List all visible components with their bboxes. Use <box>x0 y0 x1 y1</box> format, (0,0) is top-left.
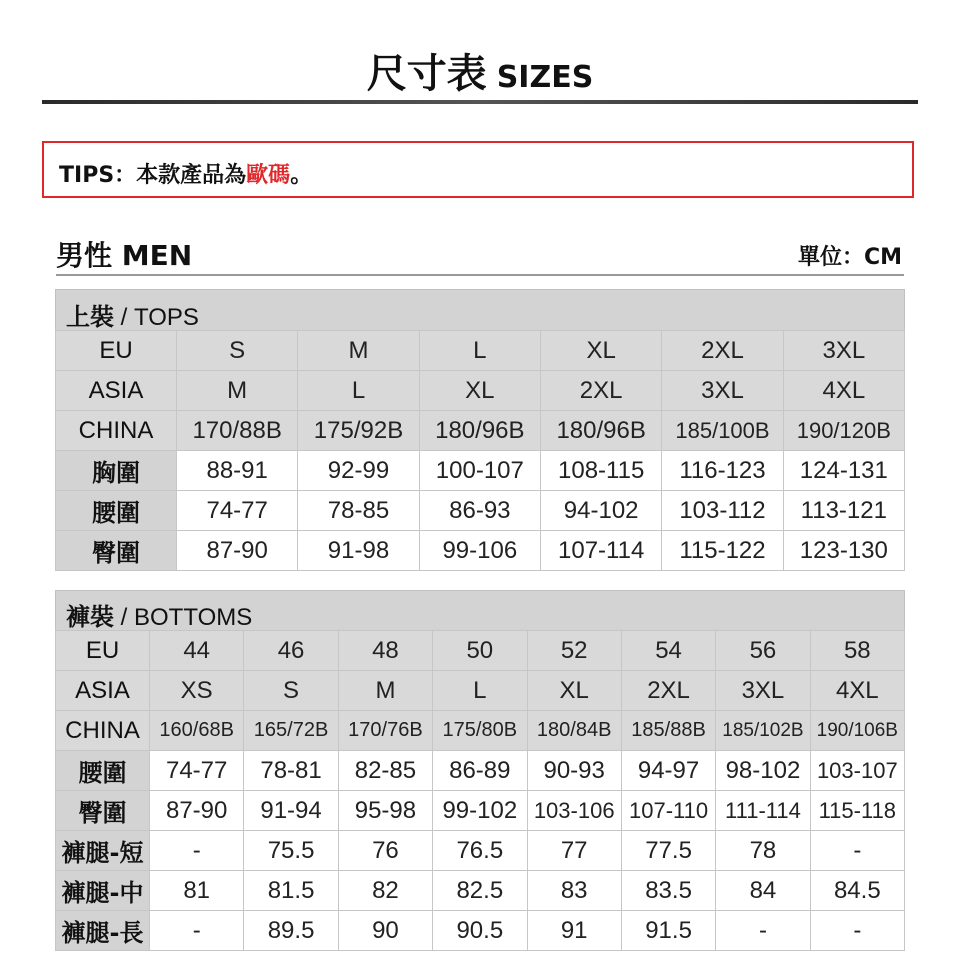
tops-label-zh: 上裝 <box>66 303 114 331</box>
tops-label-en: / TOPS <box>114 304 199 331</box>
bottoms-label <box>66 597 252 632</box>
bottoms-cell: 180/84B <box>527 711 621 751</box>
tips-prefix: TIPS：本款產品為 <box>59 163 247 188</box>
bottoms-cell: 3XL <box>716 671 810 711</box>
bottoms-row-label: 褲腿-短 <box>56 831 150 871</box>
bottoms-cell: 185/88B <box>621 711 715 751</box>
bottoms-cell: 107-110 <box>621 791 715 831</box>
tops-label <box>66 297 199 332</box>
tops-cell: 115-122 <box>662 531 783 571</box>
bottoms-cell: 76.5 <box>433 831 527 871</box>
tops-cell: 175/92B <box>298 411 419 451</box>
tops-cell: 103-112 <box>662 491 783 531</box>
bottoms-cell: 50 <box>433 631 527 671</box>
tops-cell: M <box>177 371 298 411</box>
bottoms-cell: 78 <box>716 831 810 871</box>
bottoms-cell: 76 <box>338 831 432 871</box>
bottoms-header <box>55 590 905 631</box>
bottoms-label-zh: 褲裝 <box>66 603 114 631</box>
bottoms-cell: 78-81 <box>244 751 338 791</box>
tops-row-label: ASIA <box>56 371 177 411</box>
bottoms-cell: 86-89 <box>433 751 527 791</box>
bottoms-row-label: 腰圍 <box>56 751 150 791</box>
bottoms-cell: 48 <box>338 631 432 671</box>
bottoms-cell: 83 <box>527 871 621 911</box>
title-chinese: 尺寸表 <box>366 51 487 97</box>
tops-row <box>56 371 905 411</box>
tops-cell: L <box>298 371 419 411</box>
tops-cell: 78-85 <box>298 491 419 531</box>
tops-cell: 86-93 <box>419 491 540 531</box>
tips-box <box>42 141 914 198</box>
tops-size-table <box>55 330 905 571</box>
bottoms-cell: 4XL <box>810 671 904 711</box>
bottoms-cell: 83.5 <box>621 871 715 911</box>
tops-cell: 108-115 <box>540 451 661 491</box>
bottoms-row-label: 臀圍 <box>56 791 150 831</box>
bottoms-row-label: 褲腿-中 <box>56 871 150 911</box>
bottoms-size-table <box>55 630 905 951</box>
title-divider <box>42 100 918 104</box>
bottoms-cell: - <box>150 831 244 871</box>
bottoms-cell: 84 <box>716 871 810 911</box>
bottoms-cell: 87-90 <box>150 791 244 831</box>
bottoms-row-label: EU <box>56 631 150 671</box>
bottoms-cell: 54 <box>621 631 715 671</box>
tops-row-label: 臀圍 <box>56 531 177 571</box>
bottoms-label-en: / BOTTOMS <box>114 604 253 631</box>
bottoms-cell: 165/72B <box>244 711 338 751</box>
bottoms-row-label: 褲腿-長 <box>56 911 150 951</box>
tops-cell: 3XL <box>783 331 904 371</box>
tops-row-label: CHINA <box>56 411 177 451</box>
bottoms-cell: XL <box>527 671 621 711</box>
tops-row-label: 腰圍 <box>56 491 177 531</box>
tops-cell: 92-99 <box>298 451 419 491</box>
bottoms-cell: 2XL <box>621 671 715 711</box>
bottoms-cell: 82.5 <box>433 871 527 911</box>
bottoms-cell: - <box>716 911 810 951</box>
bottoms-cell: 58 <box>810 631 904 671</box>
bottoms-cell: 94-97 <box>621 751 715 791</box>
bottoms-cell: - <box>810 911 904 951</box>
bottoms-cell: 99-102 <box>433 791 527 831</box>
bottoms-cell: 91.5 <box>621 911 715 951</box>
tops-cell: XL <box>419 371 540 411</box>
bottoms-cell: 103-106 <box>527 791 621 831</box>
tops-cell: 2XL <box>662 331 783 371</box>
tops-cell: 180/96B <box>419 411 540 451</box>
tops-row-label: 胸圍 <box>56 451 177 491</box>
tops-cell: 91-98 <box>298 531 419 571</box>
tops-cell: 88-91 <box>177 451 298 491</box>
tops-cell: 170/88B <box>177 411 298 451</box>
bottoms-cell: S <box>244 671 338 711</box>
bottoms-cell: 82-85 <box>338 751 432 791</box>
bottoms-cell: 95-98 <box>338 791 432 831</box>
tops-cell: 180/96B <box>540 411 661 451</box>
tops-cell: L <box>419 331 540 371</box>
unit-label: 單位：CM <box>797 245 902 270</box>
tops-cell: M <box>298 331 419 371</box>
tops-cell: 124-131 <box>783 451 904 491</box>
bottoms-cell: 175/80B <box>433 711 527 751</box>
bottoms-cell: L <box>433 671 527 711</box>
bottoms-cell: 52 <box>527 631 621 671</box>
tops-header <box>55 289 905 331</box>
bottoms-cell: 46 <box>244 631 338 671</box>
bottoms-cell: 98-102 <box>716 751 810 791</box>
tops-cell: 87-90 <box>177 531 298 571</box>
bottoms-row <box>56 831 905 871</box>
bottoms-cell: 160/68B <box>150 711 244 751</box>
tips-highlight: 歐碼 <box>246 163 291 188</box>
tops-cell: 99-106 <box>419 531 540 571</box>
bottoms-cell: 84.5 <box>810 871 904 911</box>
bottoms-row <box>56 751 905 791</box>
bottoms-cell: 91-94 <box>244 791 338 831</box>
tops-row <box>56 411 905 451</box>
bottoms-cell: 89.5 <box>244 911 338 951</box>
bottoms-row-label: ASIA <box>56 671 150 711</box>
bottoms-cell: 111-114 <box>716 791 810 831</box>
bottoms-row-label: CHINA <box>56 711 150 751</box>
bottoms-cell: 82 <box>338 871 432 911</box>
bottoms-cell: 81 <box>150 871 244 911</box>
tops-row <box>56 331 905 371</box>
tops-cell: 113-121 <box>783 491 904 531</box>
bottoms-row <box>56 671 905 711</box>
tops-cell: 190/120B <box>783 411 904 451</box>
tops-cell: S <box>177 331 298 371</box>
bottoms-cell: 190/106B <box>810 711 904 751</box>
tops-cell: XL <box>540 331 661 371</box>
section-title: 男性 MEN <box>56 239 193 272</box>
tops-row <box>56 491 905 531</box>
section-divider <box>56 274 904 276</box>
bottoms-cell: 91 <box>527 911 621 951</box>
title-english: SIZES <box>496 60 594 95</box>
bottoms-row <box>56 791 905 831</box>
bottoms-cell: - <box>150 911 244 951</box>
tops-cell: 74-77 <box>177 491 298 531</box>
tops-cell: 3XL <box>662 371 783 411</box>
bottoms-row <box>56 911 905 951</box>
bottoms-cell: 44 <box>150 631 244 671</box>
bottoms-cell: 77.5 <box>621 831 715 871</box>
bottoms-cell: M <box>338 671 432 711</box>
bottoms-row <box>56 871 905 911</box>
bottoms-row <box>56 631 905 671</box>
tops-cell: 116-123 <box>662 451 783 491</box>
bottoms-cell: 74-77 <box>150 751 244 791</box>
bottoms-row <box>56 711 905 751</box>
bottoms-cell: 115-118 <box>810 791 904 831</box>
tops-cell: 4XL <box>783 371 904 411</box>
bottoms-cell: 90-93 <box>527 751 621 791</box>
page-title <box>0 42 960 99</box>
tops-cell: 94-102 <box>540 491 661 531</box>
tips-suffix: 。 <box>290 163 313 188</box>
tops-cell: 2XL <box>540 371 661 411</box>
bottoms-cell: 185/102B <box>716 711 810 751</box>
tops-cell: 100-107 <box>419 451 540 491</box>
tops-cell: 123-130 <box>783 531 904 571</box>
bottoms-cell: 170/76B <box>338 711 432 751</box>
tops-cell: 185/100B <box>662 411 783 451</box>
bottoms-cell: 103-107 <box>810 751 904 791</box>
bottoms-cell: 81.5 <box>244 871 338 911</box>
tops-row <box>56 531 905 571</box>
bottoms-cell: 56 <box>716 631 810 671</box>
bottoms-cell: 90 <box>338 911 432 951</box>
bottoms-cell: 90.5 <box>433 911 527 951</box>
tops-cell: 107-114 <box>540 531 661 571</box>
bottoms-cell: XS <box>150 671 244 711</box>
tops-row <box>56 451 905 491</box>
bottoms-cell: - <box>810 831 904 871</box>
bottoms-cell: 77 <box>527 831 621 871</box>
bottoms-cell: 75.5 <box>244 831 338 871</box>
tips-text <box>59 158 312 189</box>
tops-row-label: EU <box>56 331 177 371</box>
